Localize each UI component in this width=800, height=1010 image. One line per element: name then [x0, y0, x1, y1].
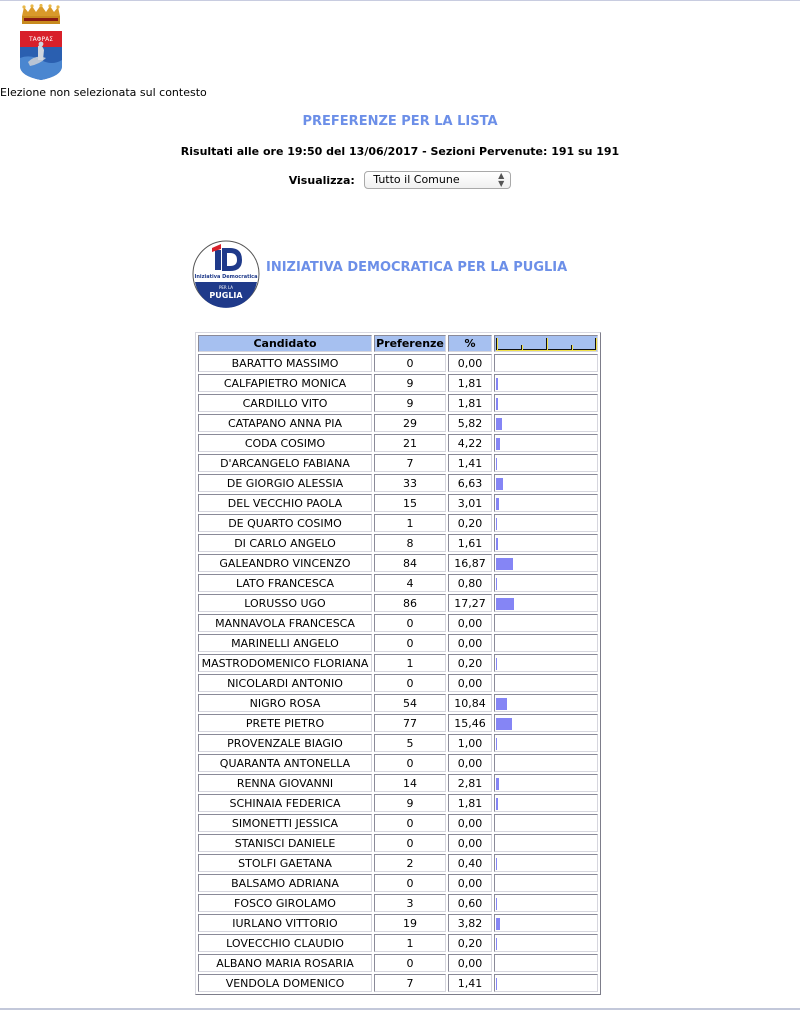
select-arrows-icon: ▲ ▼ [498, 171, 505, 188]
table-row [198, 654, 598, 672]
candidate-name: DI CARLO ANGELO [198, 534, 372, 552]
percent-bar [496, 778, 499, 790]
percent-bar [496, 558, 513, 570]
candidate-percent: 0,20 [448, 654, 492, 672]
candidate-percent: 0,00 [448, 814, 492, 832]
table-row [198, 814, 598, 832]
candidate-percent: 1,00 [448, 734, 492, 752]
percent-bar [496, 898, 497, 910]
candidate-percent: 0,40 [448, 854, 492, 872]
table-row [198, 494, 598, 512]
percent-bar-cell [494, 894, 598, 912]
candidate-preferences: 1 [374, 654, 446, 672]
candidate-percent: 5,82 [448, 414, 492, 432]
table-row [198, 734, 598, 752]
party-logo [192, 240, 260, 308]
table-row [198, 794, 598, 812]
crown-icon [22, 4, 60, 24]
candidate-name: BALSAMO ADRIANA [198, 874, 372, 892]
table-row [198, 614, 598, 632]
candidate-percent: 0,00 [448, 754, 492, 772]
percent-bar [496, 978, 497, 990]
candidate-preferences: 21 [374, 434, 446, 452]
candidate-preferences: 5 [374, 734, 446, 752]
candidate-preferences: 54 [374, 694, 446, 712]
percent-bar [496, 578, 497, 590]
percent-bar [496, 458, 497, 470]
percent-bar [496, 538, 498, 550]
header-scale [494, 335, 598, 352]
candidate-preferences: 0 [374, 954, 446, 972]
candidate-preferences: 0 [374, 754, 446, 772]
candidate-percent: 0,20 [448, 934, 492, 952]
scale-tick [546, 338, 547, 350]
percent-bar-cell [494, 414, 598, 432]
table-row [198, 774, 598, 792]
candidate-preferences: 9 [374, 794, 446, 812]
candidate-preferences: 4 [374, 574, 446, 592]
candidate-name: VENDOLA DOMENICO [198, 974, 372, 992]
candidate-name: BARATTO MASSIMO [198, 354, 372, 372]
context-message: Elezione non selezionata sul contesto [0, 86, 207, 99]
candidate-preferences: 2 [374, 854, 446, 872]
percent-bar [496, 938, 497, 950]
table-row [198, 974, 598, 992]
percent-bar-cell [494, 834, 598, 852]
percent-bar-cell [494, 714, 598, 732]
candidate-preferences: 19 [374, 914, 446, 932]
table-row [198, 914, 598, 932]
scale-tick [595, 338, 596, 350]
table-row [198, 874, 598, 892]
percent-bar [496, 658, 497, 670]
percent-bar [496, 858, 497, 870]
percent-bar-cell [494, 674, 598, 692]
header-preferences: Preferenze [374, 335, 446, 352]
percent-bar-cell [494, 374, 598, 392]
candidate-percent: 3,82 [448, 914, 492, 932]
percent-bar-cell [494, 914, 598, 932]
candidate-preferences: 86 [374, 594, 446, 612]
candidate-name: STOLFI GAETANA [198, 854, 372, 872]
table-row [198, 594, 598, 612]
percent-bar [496, 478, 503, 490]
percent-bar-cell [494, 654, 598, 672]
candidate-name: CALFAPIETRO MONICA [198, 374, 372, 392]
view-filter-row [0, 171, 800, 189]
percent-bar-cell [494, 354, 598, 372]
candidate-name: IURLANO VITTORIO [198, 914, 372, 932]
candidate-preferences: 9 [374, 374, 446, 392]
percent-bar-cell [494, 774, 598, 792]
candidate-preferences: 33 [374, 474, 446, 492]
percent-bar [496, 718, 512, 730]
candidate-percent: 0,20 [448, 514, 492, 532]
table-row [198, 454, 598, 472]
table-row [198, 554, 598, 572]
city-crest-logo [18, 4, 64, 80]
table-row [198, 894, 598, 912]
percent-bar [496, 698, 507, 710]
candidate-name: MASTRODOMENICO FLORIANA [198, 654, 372, 672]
view-select-value: Tutto il Comune [373, 173, 460, 186]
candidate-name: PROVENZALE BIAGIO [198, 734, 372, 752]
percent-bar [496, 738, 497, 750]
percent-scale [496, 337, 596, 351]
candidate-name: MANNAVOLA FRANCESCA [198, 614, 372, 632]
candidate-percent: 0,00 [448, 954, 492, 972]
candidate-percent: 0,00 [448, 834, 492, 852]
table-row [198, 634, 598, 652]
percent-bar-cell [494, 394, 598, 412]
table-row [198, 514, 598, 532]
percent-bar [496, 518, 497, 530]
percent-bar-cell [494, 954, 598, 972]
candidate-name: DE QUARTO COSIMO [198, 514, 372, 532]
candidate-name: MARINELLI ANGELO [198, 634, 372, 652]
candidate-preferences: 0 [374, 674, 446, 692]
candidate-preferences: 0 [374, 814, 446, 832]
candidate-percent: 6,63 [448, 474, 492, 492]
candidate-name: LOVECCHIO CLAUDIO [198, 934, 372, 952]
candidate-name: GALEANDRO VINCENZO [198, 554, 372, 572]
percent-bar [496, 598, 514, 610]
percent-bar-cell [494, 554, 598, 572]
candidate-preferences: 0 [374, 354, 446, 372]
percent-bar-cell [494, 694, 598, 712]
candidate-name: STANISCI DANIELE [198, 834, 372, 852]
candidate-preferences: 15 [374, 494, 446, 512]
candidate-name: CARDILLO VITO [198, 394, 372, 412]
svg-text:PUGLIA: PUGLIA [209, 291, 243, 300]
view-select[interactable] [364, 171, 511, 189]
table-row [198, 354, 598, 372]
candidate-name: SIMONETTI JESSICA [198, 814, 372, 832]
candidate-preferences: 1 [374, 934, 446, 952]
candidate-percent: 0,00 [448, 614, 492, 632]
candidate-preferences: 1 [374, 514, 446, 532]
table-row [198, 374, 598, 392]
percent-bar-cell [494, 494, 598, 512]
candidate-percent: 1,41 [448, 454, 492, 472]
candidate-name: QUARANTA ANTONELLA [198, 754, 372, 772]
candidate-name: DE GIORGIO ALESSIA [198, 474, 372, 492]
table-row [198, 854, 598, 872]
svg-text:Iniziativa Democratica: Iniziativa Democratica [194, 274, 258, 280]
percent-bar-cell [494, 754, 598, 772]
page-title: PREFERENZE PER LA LISTA [302, 114, 498, 129]
scale-tick [571, 345, 572, 350]
candidate-name: NIGRO ROSA [198, 694, 372, 712]
percent-bar [496, 798, 498, 810]
candidate-preferences: 8 [374, 534, 446, 552]
header-candidate: Candidato [198, 335, 372, 352]
percent-bar-cell [494, 854, 598, 872]
candidate-percent: 1,41 [448, 974, 492, 992]
candidate-name: PRETE PIETRO [198, 714, 372, 732]
candidate-percent: 15,46 [448, 714, 492, 732]
percent-bar-cell [494, 534, 598, 552]
percent-bar-cell [494, 474, 598, 492]
candidate-preferences: 84 [374, 554, 446, 572]
candidate-percent: 0,00 [448, 674, 492, 692]
percent-bar-cell [494, 934, 598, 952]
candidate-preferences: 3 [374, 894, 446, 912]
percent-bar-cell [494, 794, 598, 812]
scale-tick [496, 338, 497, 350]
candidate-name: DEL VECCHIO PAOLA [198, 494, 372, 512]
candidate-name: CATAPANO ANNA PIA [198, 414, 372, 432]
percent-bar-cell [494, 614, 598, 632]
percent-bar-cell [494, 814, 598, 832]
table-row [198, 714, 598, 732]
candidate-preferences: 77 [374, 714, 446, 732]
table-row [198, 534, 598, 552]
scale-tick [521, 345, 522, 350]
candidate-percent: 16,87 [448, 554, 492, 572]
candidate-name: RENNA GIOVANNI [198, 774, 372, 792]
candidate-preferences: 0 [374, 614, 446, 632]
candidate-percent: 4,22 [448, 434, 492, 452]
percent-bar-cell [494, 434, 598, 452]
table-row [198, 474, 598, 492]
percent-bar [496, 418, 502, 430]
candidate-preferences: 7 [374, 454, 446, 472]
percent-bar [496, 498, 499, 510]
view-label: Visualizza: [288, 173, 355, 187]
results-status: Risultati alle ore 19:50 del 13/06/2017 - Sezioni Pervenute: 191 su 191 [180, 145, 620, 158]
header-percent: % [448, 335, 492, 352]
table-row [198, 674, 598, 692]
table-row [198, 754, 598, 772]
candidate-percent: 0,00 [448, 634, 492, 652]
candidate-name: NICOLARDI ANTONIO [198, 674, 372, 692]
candidate-percent: 1,81 [448, 794, 492, 812]
candidate-percent: 0,00 [448, 874, 492, 892]
candidate-percent: 1,61 [448, 534, 492, 552]
candidate-name: ALBANO MARIA ROSARIA [198, 954, 372, 972]
svg-text:ΤΑΦΡΑΣ: ΤΑΦΡΑΣ [28, 36, 54, 43]
percent-bar-cell [494, 574, 598, 592]
svg-text:PER LA: PER LA [218, 285, 234, 290]
percent-bar [496, 438, 500, 450]
percent-bar [496, 378, 498, 390]
candidate-preferences: 0 [374, 634, 446, 652]
table-row [198, 434, 598, 452]
candidate-percent: 0,00 [448, 354, 492, 372]
percent-bar [496, 398, 498, 410]
candidate-name: D'ARCANGELO FABIANA [198, 454, 372, 472]
percent-bar-cell [494, 874, 598, 892]
percent-bar-cell [494, 974, 598, 992]
candidate-percent: 1,81 [448, 374, 492, 392]
percent-bar-cell [494, 734, 598, 752]
candidate-preferences: 29 [374, 414, 446, 432]
candidate-percent: 2,81 [448, 774, 492, 792]
percent-bar-cell [494, 454, 598, 472]
percent-bar-cell [494, 514, 598, 532]
table-header-row [198, 335, 598, 352]
table-row [198, 414, 598, 432]
table-row [198, 694, 598, 712]
candidate-preferences: 0 [374, 874, 446, 892]
candidate-name: LATO FRANCESCA [198, 574, 372, 592]
table-row [198, 954, 598, 972]
percent-bar-cell [494, 634, 598, 652]
table-row [198, 934, 598, 952]
candidate-preferences: 9 [374, 394, 446, 412]
candidate-name: SCHINAIA FEDERICA [198, 794, 372, 812]
candidate-percent: 17,27 [448, 594, 492, 612]
candidate-preferences: 14 [374, 774, 446, 792]
percent-bar-cell [494, 594, 598, 612]
percent-bar [496, 918, 500, 930]
candidate-name: LORUSSO UGO [198, 594, 372, 612]
table-row [198, 394, 598, 412]
candidate-percent: 1,81 [448, 394, 492, 412]
candidate-percent: 0,80 [448, 574, 492, 592]
top-divider [0, 0, 800, 1]
party-name: INIZIATIVA DEMOCRATICA PER LA PUGLIA [266, 260, 568, 275]
candidate-percent: 10,84 [448, 694, 492, 712]
table-row [198, 574, 598, 592]
candidate-percent: 3,01 [448, 494, 492, 512]
preferences-table [195, 332, 601, 995]
candidate-name: FOSCO GIROLAMO [198, 894, 372, 912]
candidate-preferences: 7 [374, 974, 446, 992]
table-row [198, 834, 598, 852]
candidate-name: CODA COSIMO [198, 434, 372, 452]
candidate-preferences: 0 [374, 834, 446, 852]
candidate-percent: 0,60 [448, 894, 492, 912]
